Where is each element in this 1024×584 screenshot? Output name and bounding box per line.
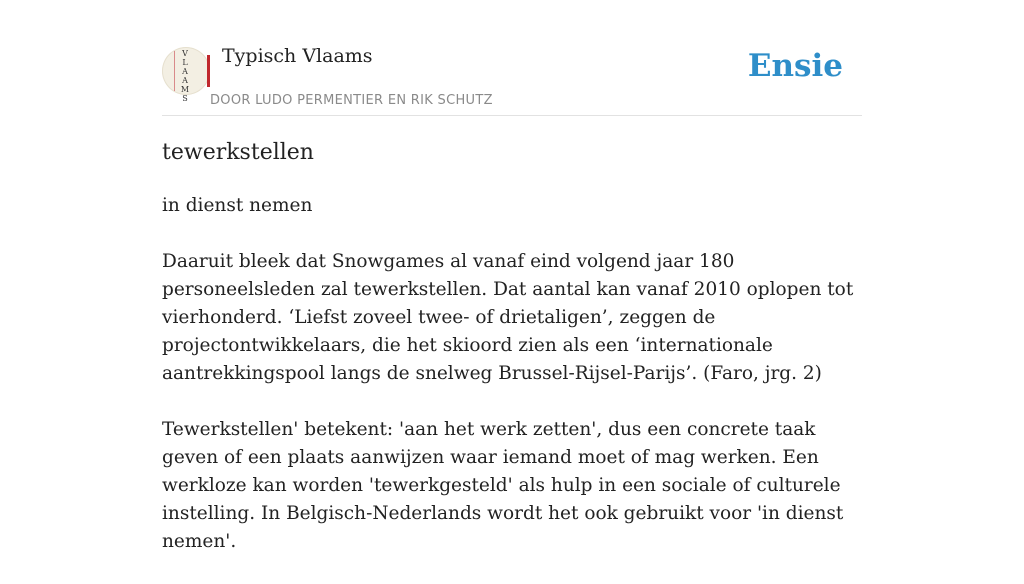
logo-accent [207, 55, 210, 87]
header [162, 0, 862, 116]
entry-example: Daaruit bleek dat Snowgames al vanaf eind volgend jaar 180 personeelsleden zal tewerkstellen. Dat aantal kan vanaf 2010 oplopen tot vierhonderd. ‘Liefst zoveel twee- of drietaligen’, zeggen de projectontwikkelaars, die het skioord zien als een ‘internationale aantrekkingspool langs de snelweg Brussel-Rijsel-Parijs’. (Faro, jrg. 2) [162, 251, 854, 384]
entry-body [162, 192, 862, 584]
logo-text: V L A A M S [180, 49, 190, 103]
byline: DOOR LUDO PERMENTIER EN RIK SCHUTZ [210, 93, 493, 108]
logo-rule [174, 51, 175, 91]
page [162, 0, 862, 552]
entry-explanation: Tewerkstellen' betekent: 'aan het werk zetten', dus een concrete taak geven of een plaats aanwijzen waar iemand moet of mag werken. Een werkloze kan worden 'tewerkgesteld' als hulp in een sociale of culturele instelling. In Belgisch-Nederlands wordt het ook gebruikt voor 'in dienst nemen'. [162, 419, 844, 552]
entry-title: tewerkstellen [162, 140, 314, 165]
entry-definition: in dienst nemen [162, 195, 313, 216]
blog-logo[interactable] [162, 47, 210, 103]
brand-logo-link[interactable]: Ensie [747, 48, 843, 84]
blog-title-link[interactable]: Typisch Vlaams [222, 45, 373, 67]
